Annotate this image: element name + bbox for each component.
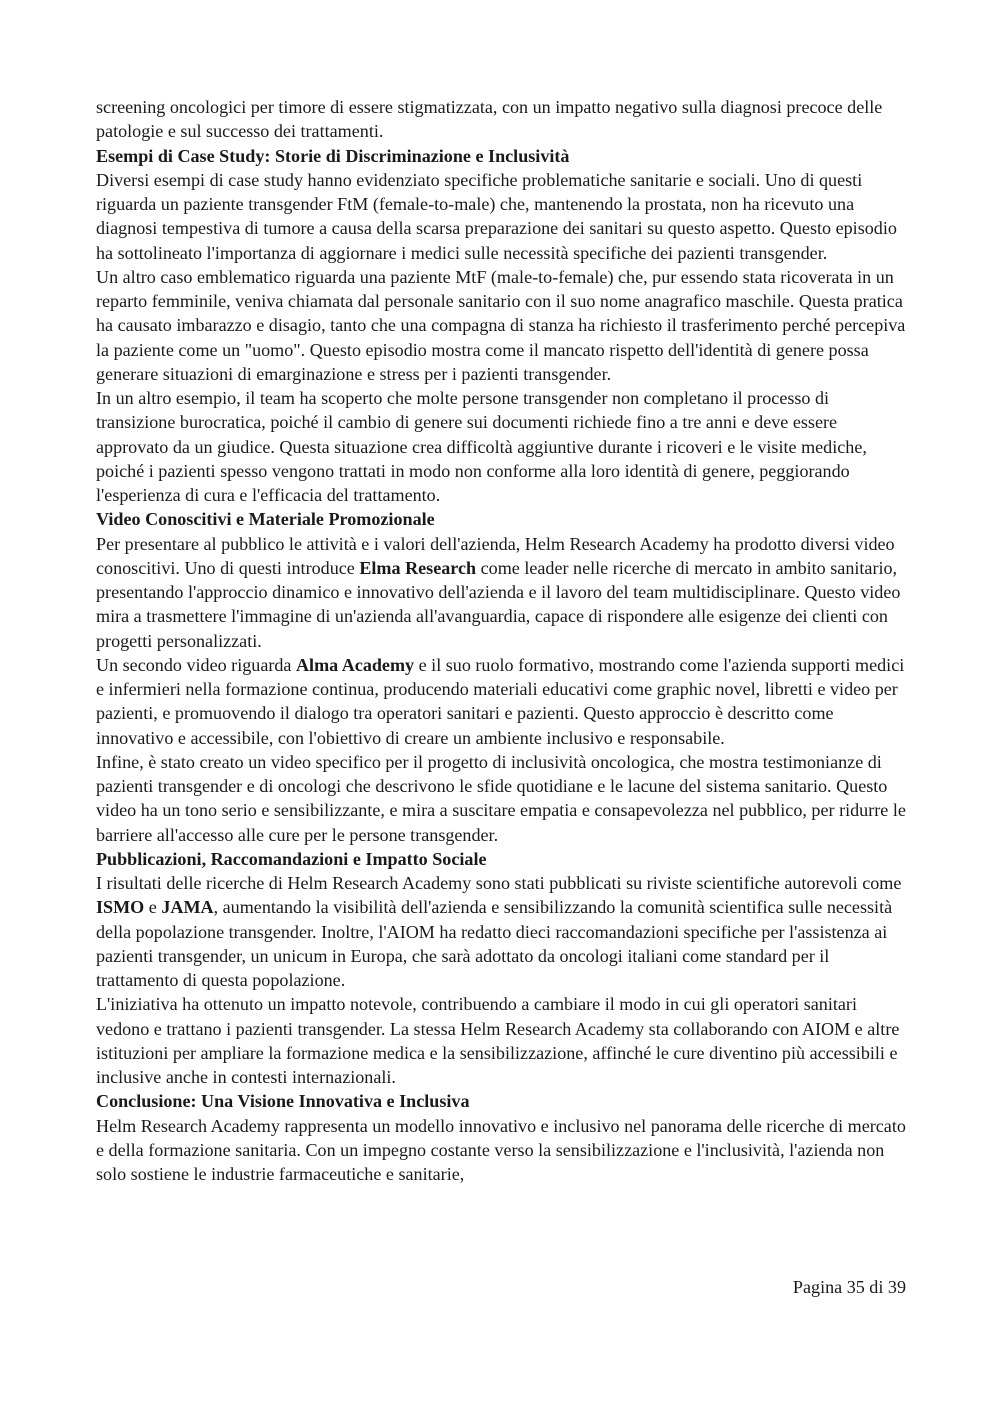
paragraph xyxy=(96,168,908,265)
text-run: L'iniziativa ha ottenuto un impatto notevole, contribuendo a cambiare il modo in cui gli operatori sanitari vedono e trattano i pazienti transgender. La stessa Helm Research Academy sta collaborando con AIOM e altre istituzioni per ampliare la formazione medica e la sensibilizzazione, affinché le cure diventino più accessibili e inclusive anche in contesti internazionali. xyxy=(96,994,900,1087)
text-run: Un secondo video riguarda xyxy=(96,654,296,675)
bold-term: JAMA xyxy=(161,897,214,918)
text-run: I risultati delle ricerche di Helm Research Academy sono stati pubblicati su riviste scientifiche autorevoli come xyxy=(96,873,902,893)
bold-term: ISMO xyxy=(96,897,145,918)
page-number: Pagina 35 di 39 xyxy=(792,1277,906,1297)
paragraph xyxy=(96,386,908,507)
document-body xyxy=(96,95,908,1186)
text-run: come leader nelle ricerche di mercato in ambito sanitario, presentando l'approccio dinamico e innovativo dell'azienda e il lavoro del team multidisciplinare. Questo video mira a trasmettere l'immagine di un'azienda all'avanguardia, capace di rispondere alle esigenze dei clienti con progetti personalizzati. xyxy=(96,557,901,651)
paragraph xyxy=(96,871,908,992)
section-heading xyxy=(96,1089,908,1113)
text-run: Infine, è stato creato un video specifico per il progetto di inclusività oncologica, che mostra testimonianze di pazienti transgender e di oncologi che descrivono le sfide quotidiane e le lacune del sistema sanitario. Questo video ha un tono serio e sensibilizzante, e mira a suscitare empatia e consapevolezza nel pubblico, per ridurre le barriere all'accesso alle cure per le persone transgender. xyxy=(96,751,906,845)
text-run: e il suo ruolo formativo, mostrando come l'azienda supporti medici e infermieri nella formazione continua, producendo materiali educativi come graphic novel, libretti e video per pazienti, e promuovendo il dialogo tra operatori sanitari e pazienti. Questo approccio è descritto come innovativo e accessibile, con l'obiettivo di creare un ambiente inclusivo e responsabile. xyxy=(96,654,905,748)
text-run: Video Conoscitivi e Materiale Promozionale xyxy=(96,509,435,530)
paragraph xyxy=(96,653,908,750)
text-run: screening oncologici per timore di essere stigmatizzata, con un impatto negativo sulla diagnosi precoce delle patologie e sul successo dei trattamenti. xyxy=(96,97,883,142)
text-run: Esempi di Case Study: Storie di Discriminazione e Inclusività xyxy=(96,145,570,166)
section-heading xyxy=(96,847,908,871)
paragraph xyxy=(96,532,908,653)
text-run: Pubblicazioni, Raccomandazioni e Impatto Sociale xyxy=(96,848,487,869)
text-run: e xyxy=(144,897,162,918)
text-run: , aumentando la visibilità dell'azienda e sensibilizzando la comunità scientifica sulle necessità della popolazione transgender. Inoltre, l'AIOM ha redatto dieci raccomandazioni specifiche per l'assistenza ai pazienti transgender, un unicum in Europa, che sarà adottato da oncologi italiani come standard per il trattamento di questa popolazione. xyxy=(96,897,893,990)
paragraph xyxy=(96,992,908,1089)
text-run: Per presentare al pubblico le attività e i valori dell'azienda, Helm Research Academy ha prodotto diversi video conoscitivi. Uno di questi introduce xyxy=(96,533,895,578)
text-run: Un altro caso emblematico riguarda una paziente MtF (male-to-female) che, pur essendo stata ricoverata in un reparto femminile, veniva chiamata dal personale sanitario con il suo nome anagrafico maschile. Questa pratica ha causato imbarazzo e disagio, tanto che una compagna di stanza ha richiesto il trasferimento perché percepiva la paziente come un "uomo". Questo episodio mostra come il mancato rispetto dell'identità di genere possa generare situazioni di emarginazione e stress per i pazienti transgender. xyxy=(96,266,906,384)
paragraph xyxy=(96,95,908,144)
section-heading xyxy=(96,507,908,531)
text-run: Diversi esempi di case study hanno evidenziato specifiche problematiche sanitarie e sociali. Uno di questi riguarda un paziente transgender FtM (female-to-male) che, mantenendo la prostata, non ha ricevuto una diagnosi tempestiva di tumore a causa della scarsa preparazione dei sanitari su questo aspetto. Questo episodio ha sottolineato l'importanza di aggiornare i medici sulle necessità specifiche dei pazienti transgender. xyxy=(96,169,897,263)
bold-term: Alma Academy xyxy=(295,654,415,675)
paragraph xyxy=(96,1114,908,1187)
text-run: Helm Research Academy rappresenta un modello innovativo e inclusivo nel panorama delle ricerche di mercato e della formazione sanitaria. Con un impegno costante verso la sensibilizzazione e l'inclusività, l'azienda non solo sostiene le industrie farmaceutiche e sanitarie, xyxy=(96,1115,906,1184)
text-run: Conclusione: Una Visione Innovativa e Inclusiva xyxy=(96,1091,470,1112)
paragraph xyxy=(96,750,908,847)
section-heading xyxy=(96,144,908,168)
bold-term: Elma Research xyxy=(359,557,477,578)
paragraph xyxy=(96,265,908,386)
text-run: In un altro esempio, il team ha scoperto che molte persone transgender non completano il processo di transizione burocratica, poiché il cambio di genere sui documenti richiede fino a tre anni e deve essere approvato da un giudice. Questa situazione crea difficoltà aggiuntive durante i ricoveri e le visite mediche, poiché i pazienti spesso vengono trattati in modo non conforme alla loro identità di genere, peggiorando l'esperienza di cura e l'efficacia del trattamento. xyxy=(96,388,867,505)
